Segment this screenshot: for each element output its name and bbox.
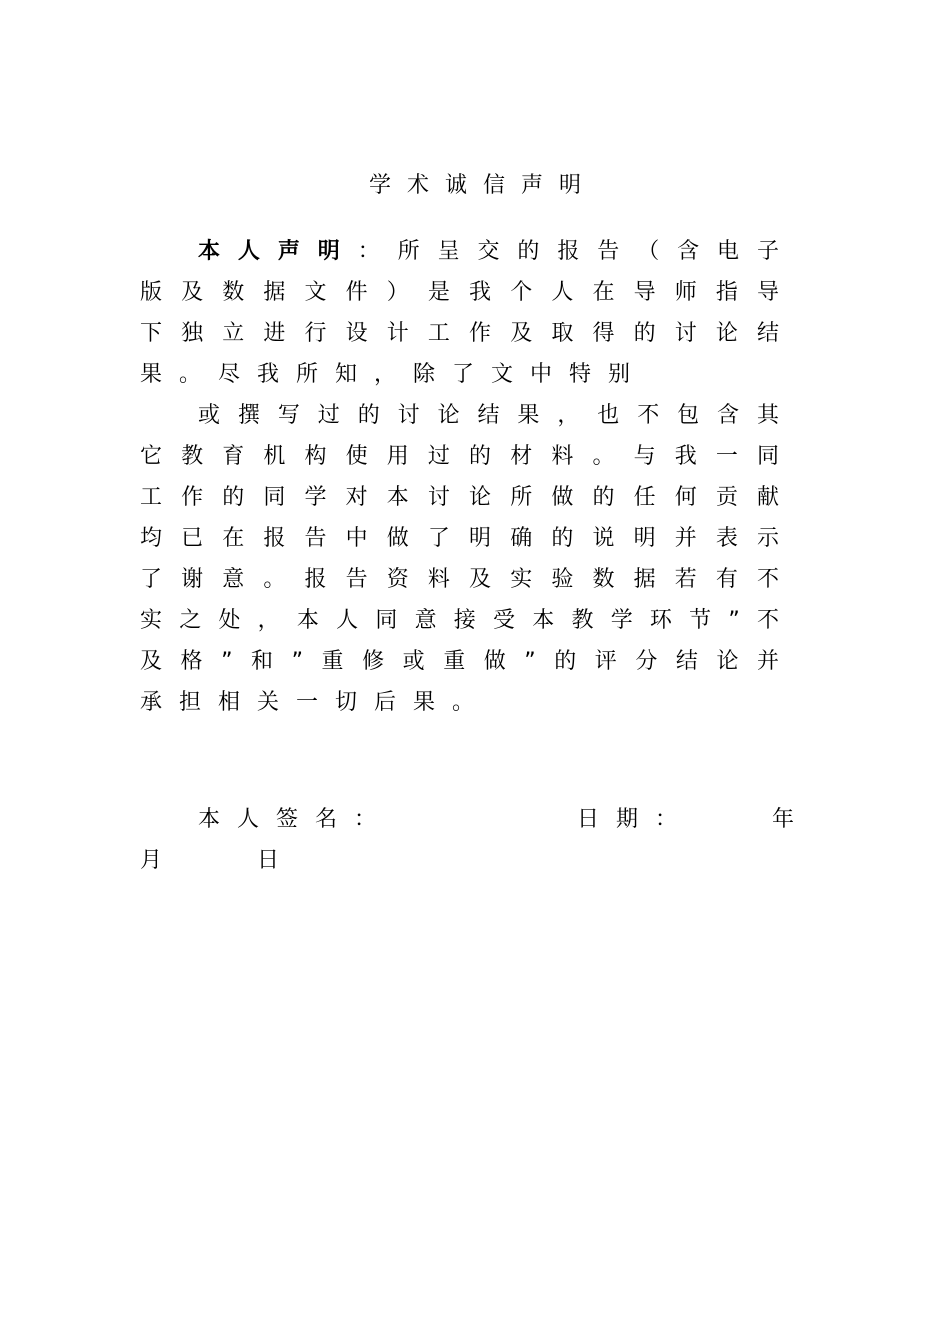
signature-row	[140, 799, 796, 840]
signature-label: 本人签名：	[198, 807, 394, 832]
declaration-lead: 本人声明	[198, 239, 358, 264]
day-label: 日	[257, 848, 280, 873]
declaration-paragraph-1	[140, 231, 796, 395]
declaration-text-1: ：所呈交的报告（含电子版及数据文件）是我个人在导师指导下独立进行设计工作及取得的讨论结果。尽我所知，除了文中特别	[140, 239, 796, 387]
declaration-paragraph-2: 或撰写过的讨论结果，也不包含其它教育机构使用过的材料。与我一同工作的同学对本讨论所做的任何贡献均已在报告中做了明确的说明并表示了谢意。报告资料及实验数据若有不实之处，本人同意接受本教学环节”不及格”和”重修或重做”的评分结论并承担相关一切后果。	[140, 403, 796, 715]
year-label: 年	[772, 807, 795, 832]
page-title: 学术诚信声明	[368, 173, 597, 198]
date-label: 日期：	[577, 807, 695, 832]
month-label: 月	[140, 848, 163, 873]
date-row	[140, 840, 796, 881]
